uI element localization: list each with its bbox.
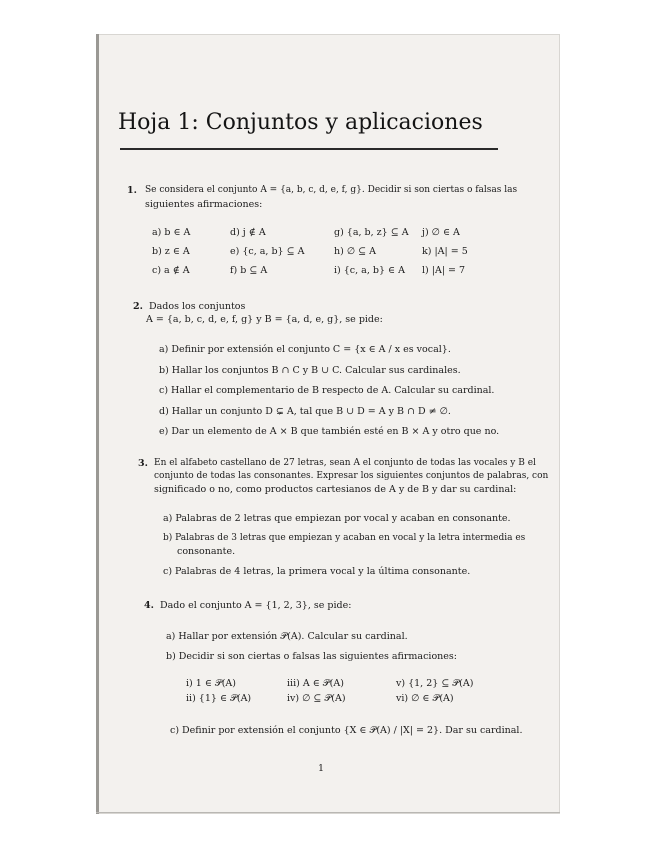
q1-item-f: f) b ⊆ A [230, 265, 268, 276]
q2-item-c: c) Hallar el complementario de B respecto de A. Calcular su cardinal. [159, 385, 495, 396]
scan-bottom-edge [96, 812, 560, 813]
q1-text-line2: siguientes afirmaciones: [145, 199, 263, 210]
q4-item-b-i: i) 1 ∈ 𝒫(A) [186, 678, 237, 689]
q1-item-g: g) {a, b, z} ⊆ A [334, 227, 409, 238]
q4-item-b-ii: ii) {1} ∈ 𝒫(A) [186, 693, 252, 704]
q1-item-a: a) b ∈ A [152, 227, 191, 238]
q2-item-b: b) Hallar los conjuntos B ∩ C y B ∪ C. Calcular sus cardinales. [159, 365, 461, 376]
q3-item-b-cont: consonante. [177, 546, 236, 557]
q4-item-b-iv: iv) ∅ ⊆ 𝒫(A) [287, 693, 346, 704]
q3-item-a: a) Palabras de 2 letras que empiezan por vocal y acaban en consonante. [163, 513, 511, 524]
q3-text-line3: significado o no, como productos cartesianos de A y de B y dar su cardinal: [154, 484, 517, 495]
q4-item-b-iii: iii) A ∈ 𝒫(A) [287, 678, 344, 689]
q3-item-c: c) Palabras de 4 letras, la primera vocal y la última consonante. [163, 566, 471, 577]
q2-item-e: e) Dar un elemento de A × B que también esté en B × A y otro que no. [159, 426, 500, 437]
q4-item-b: b) Decidir si son ciertas o falsas las siguientes afirmaciones: [166, 651, 457, 662]
q2-text-line2: A = {a, b, c, d, e, f, g} y B = {a, d, e, g}, se pide: [146, 314, 383, 325]
q3-text-line2: conjunto de todas las consonantes. Expresar los siguientes conjuntos de palabras, con [154, 471, 549, 481]
q4-number: 4. [144, 600, 154, 611]
q4-item-c: c) Definir por extensión el conjunto {X ∈ 𝒫(A) / |X| = 2}. Dar su cardinal. [170, 725, 523, 736]
q1-item-b: b) z ∈ A [152, 246, 190, 257]
scan-left-edge [96, 34, 99, 814]
q2-item-d: d) Hallar un conjunto D ⊊ A, tal que B ∪ D = A y B ∩ D ≠ ∅. [159, 406, 451, 417]
q1-item-j: j) ∅ ∈ A [422, 227, 460, 238]
q4-item-b-vi: vi) ∅ ∈ 𝒫(A) [396, 693, 454, 704]
q2-item-a: a) Definir por extensión el conjunto C = {x ∈ A / x es vocal}. [159, 344, 451, 355]
q4-item-a: a) Hallar por extensión 𝒫(A). Calcular su cardinal. [166, 631, 408, 642]
q4-text-line1: Dado el conjunto A = {1, 2, 3}, se pide: [160, 600, 352, 611]
q1-text-line1: Se considera el conjunto A = {a, b, c, d, e, f, g}. Decidir si son ciertas o falsas las [145, 185, 518, 195]
q1-item-h: h) ∅ ⊆ A [334, 246, 376, 257]
q2-text-line1: Dados los conjuntos [149, 301, 246, 312]
q3-item-b: b) Palabras de 3 letras que empiezan y acaban en vocal y la letra intermedia es [163, 533, 526, 543]
page-number: 1 [318, 763, 325, 774]
q3-number: 3. [138, 458, 148, 469]
page-title: Hoja 1: Conjuntos y aplicaciones [118, 110, 483, 135]
q1-item-d: d) j ∉ A [230, 227, 266, 238]
q1-number: 1. [127, 185, 137, 196]
q1-item-l: l) |A| = 7 [422, 265, 466, 276]
q4-item-b-v: v) {1, 2} ⊆ 𝒫(A) [396, 678, 474, 689]
q2-number: 2. [133, 301, 143, 312]
q1-item-k: k) |A| = 5 [422, 246, 468, 257]
q3-text-line1: En el alfabeto castellano de 27 letras, sean A el conjunto de todas las vocales y B el [154, 458, 536, 468]
q1-item-e: e) {c, a, b} ⊆ A [230, 246, 305, 257]
title-rule [120, 148, 498, 150]
q1-item-i: i) {c, a, b} ∈ A [334, 265, 405, 276]
q1-item-c: c) a ∉ A [152, 265, 190, 276]
